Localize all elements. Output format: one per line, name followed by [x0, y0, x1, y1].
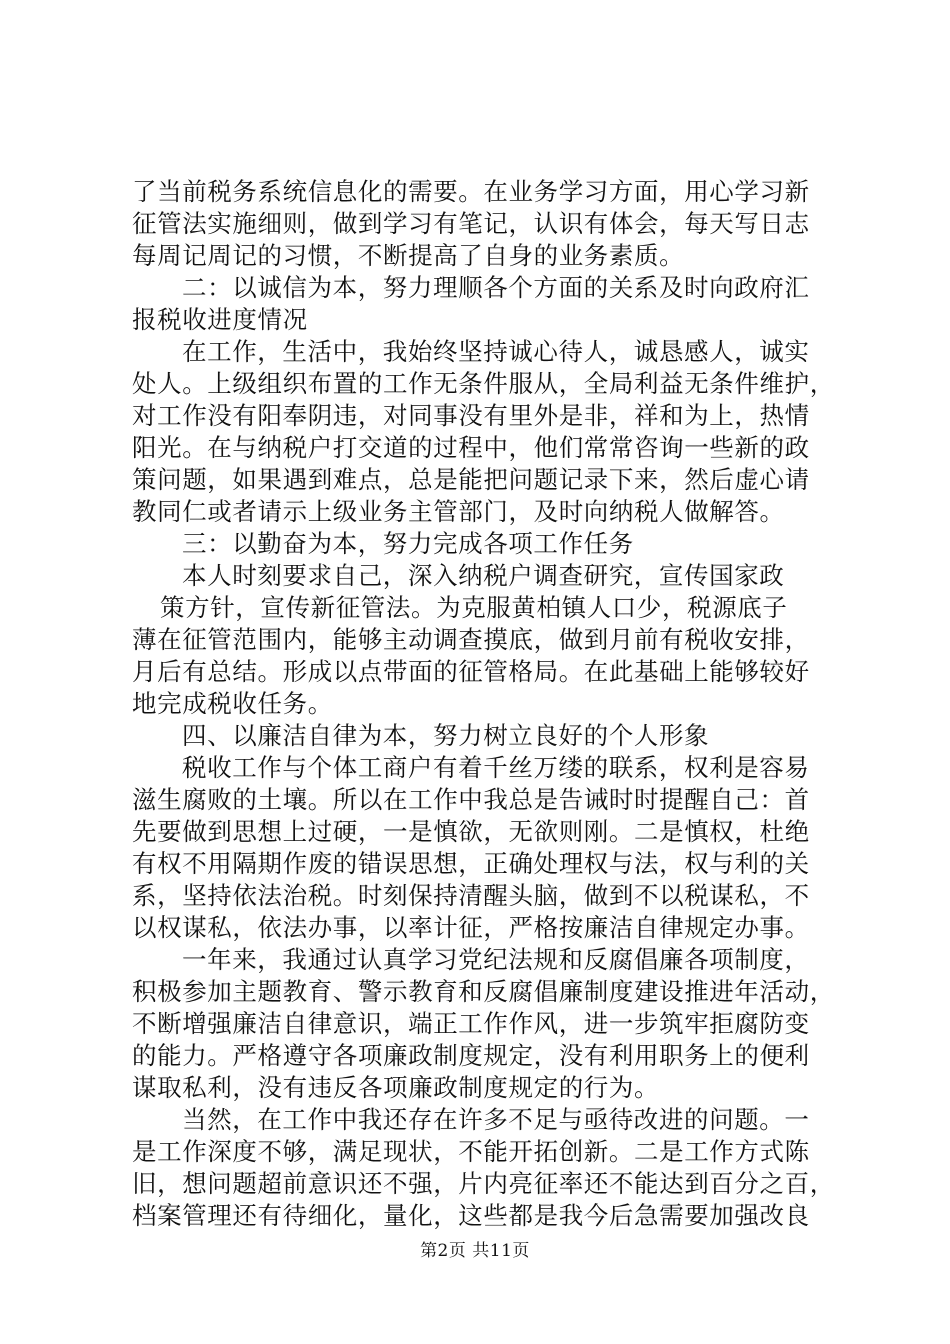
text-line: 策问题，如果遇到难点，总是能把问题记录下来，然后虚心请 [132, 465, 810, 494]
text-line: 在工作，生活中，我始终坚持诚心待人，诚恳感人，诚实 [182, 337, 810, 366]
text-line: 滋生腐败的土壤。所以在工作中我总是告诫时时提醒自己：首 [132, 785, 810, 814]
text-line: 阳光。在与纳税户打交道的过程中，他们常常咨询一些新的政 [132, 433, 810, 462]
text-line: 系，坚持依法治税。时刻保持清醒头脑，做到不以税谋私，不 [132, 881, 810, 910]
text-line: 是工作深度不够，满足现状，不能开拓创新。二是工作方式陈 [132, 1137, 810, 1166]
text-line: 谋取私利，没有违反各项廉政制度规定的行为。 [132, 1073, 660, 1102]
text-line: 月后有总结。形成以点带面的征管格局。在此基础上能够较好 [132, 657, 810, 686]
text-line: 策方针，宣传新征管法。为克服黄柏镇人口少，税源底子 [160, 593, 788, 622]
text-line: 本人时刻要求自己，深入纳税户调查研究，宣传国家政 [182, 561, 785, 590]
text-line: 税收工作与个体工商户有着千丝万缕的联系，权利是容易 [182, 753, 810, 782]
text-line: 教同仁或者请示上级业务主管部门，及时向纳税人做解答。 [132, 497, 785, 526]
section-heading-2-cont: 报税收进度情况 [132, 305, 308, 334]
text-line: 征管法实施细则，做到学习有笔记，认识有体会，每天写日志 [132, 209, 810, 238]
text-line: 旧，想问题超前意识还不强，片内亮征率还不能达到百分之百， [132, 1169, 835, 1198]
text-line: 有权不用隔期作废的错误思想，正确处理权与法，权与利的关 [132, 849, 810, 878]
text-line: 一年来，我通过认真学习党纪法规和反腐倡廉各项制度， [182, 945, 810, 974]
text-line: 的能力。严格遵守各项廉政制度规定，没有利用职务上的便利 [132, 1041, 810, 1070]
text-line: 每周记周记的习惯，不断提高了自身的业务素质。 [132, 241, 685, 270]
section-heading-3: 三：以勤奋为本，努力完成各项工作任务 [182, 529, 634, 558]
text-line: 处人。上级组织布置的工作无条件服从，全局利益无条件维护， [132, 369, 835, 398]
text-line: 地完成税收任务。 [132, 689, 333, 718]
page-number-footer: 第2页 共11页 [420, 1241, 530, 1261]
text-line: 了当前税务系统信息化的需要。在业务学习方面，用心学习新 [132, 177, 810, 206]
text-line: 先要做到思想上过硬，一是慎欲，无欲则刚。二是慎权，杜绝 [132, 817, 810, 846]
text-line: 当然，在工作中我还存在许多不足与亟待改进的问题。一 [182, 1105, 810, 1134]
text-line: 不断增强廉洁自律意识，端正工作作风，进一步筑牢拒腐防变 [132, 1009, 810, 1038]
section-heading-4: 四、以廉洁自律为本，努力树立良好的个人形象 [182, 721, 710, 750]
text-line: 以权谋私，依法办事，以率计征，严格按廉洁自律规定办事。 [132, 913, 810, 942]
text-line: 薄在征管范围内，能够主动调查摸底，做到月前有税收安排， [132, 625, 810, 654]
text-line: 对工作没有阳奉阴违，对同事没有里外是非，祥和为上，热情 [132, 401, 810, 430]
text-line: 积极参加主题教育、警示教育和反腐倡廉制度建设推进年活动， [132, 977, 835, 1006]
section-heading-2: 二：以诚信为本，努力理顺各个方面的关系及时向政府汇 [182, 273, 810, 302]
text-line: 档案管理还有待细化，量化，这些都是我今后急需要加强改良 [132, 1201, 810, 1230]
